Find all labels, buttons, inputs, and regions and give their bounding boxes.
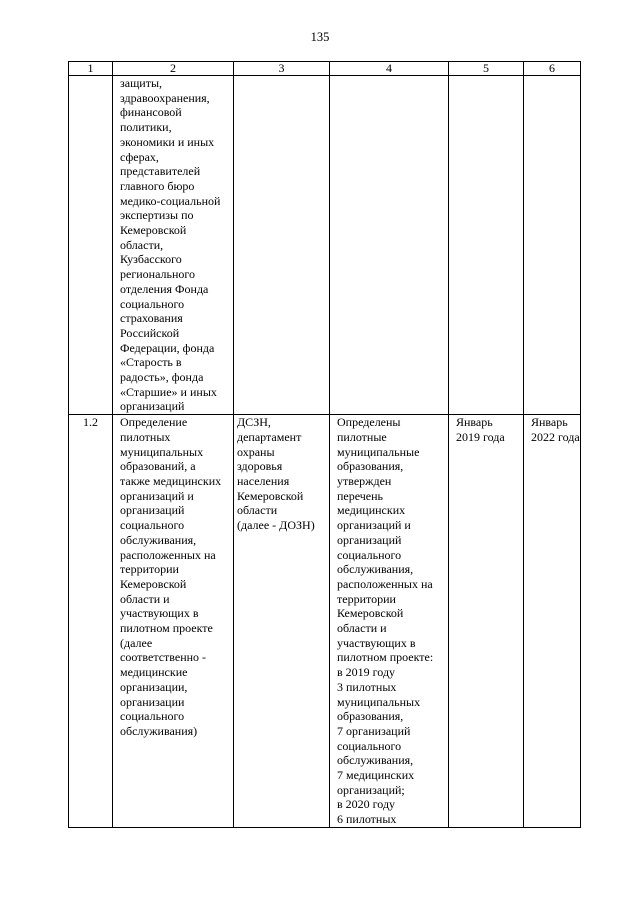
text-line: отделения Фонда (120, 281, 209, 296)
text-line: медико-социальной (120, 193, 221, 208)
item-start-date (456, 415, 520, 444)
text-line: (далее - ДОЗН) (237, 518, 315, 533)
item-result-cell (330, 415, 449, 828)
text-line: здравоохранения, (120, 90, 210, 105)
text-line: ДСЗН, (237, 415, 271, 430)
text-line: области и (337, 621, 387, 636)
cont-cell-start (449, 76, 524, 415)
text-line: Кемеровской (337, 606, 404, 621)
cont-participants-text (120, 76, 230, 414)
text-line: 7 организаций (337, 723, 411, 738)
header-row (69, 62, 581, 76)
text-line: организации (120, 694, 185, 709)
text-line: области (237, 503, 278, 518)
item-result-text (337, 415, 445, 827)
text-line: (далее (120, 635, 153, 650)
text-line: экспертизы по (120, 208, 194, 223)
text-line: главного бюро (120, 178, 195, 193)
text-line: организаций и (337, 518, 411, 533)
item-responsible-text (237, 415, 326, 533)
item-number: 1.2 (69, 415, 113, 828)
text-line: здоровья (237, 459, 283, 474)
text-line: «Старшие» и иных (120, 384, 217, 399)
item-activity-cell (113, 415, 234, 828)
item-row-1-2 (69, 415, 581, 828)
text-line: образований, а (120, 459, 196, 474)
text-line: Определены (337, 415, 401, 430)
text-line: обслуживания) (120, 723, 198, 738)
text-line: области, (120, 237, 164, 252)
text-line: организаций (120, 503, 185, 518)
cont-cell-number (69, 76, 113, 415)
header-col-6: 6 (524, 62, 581, 76)
text-line: организации, (120, 679, 188, 694)
text-line: муниципальных (120, 444, 204, 459)
text-line: муниципальные (337, 444, 420, 459)
text-line: расположенных на (337, 576, 433, 591)
text-line: защиты, (120, 76, 163, 90)
header-col-1: 1 (69, 62, 113, 76)
text-line: 6 пилотных (337, 812, 397, 827)
text-line: территории (120, 562, 179, 577)
text-line: населения (237, 473, 290, 488)
text-line: соответственно - (120, 650, 207, 665)
cont-cell-end (524, 76, 581, 415)
item-end-cell (524, 415, 581, 828)
text-line: пилотные (337, 429, 387, 444)
text-line: 3 пилотных (337, 679, 397, 694)
text-line: утвержден (337, 473, 392, 488)
text-line: социального (120, 709, 185, 724)
text-line: «Старость в (120, 355, 182, 370)
text-line: расположенных на (120, 547, 216, 562)
text-line: Кемеровской (120, 223, 187, 238)
text-line: сферах, (120, 149, 159, 164)
text-line: медицинских (337, 503, 406, 518)
text-line: перечень (337, 488, 384, 503)
text-line: Январь (531, 415, 568, 430)
item-responsible-cell (234, 415, 330, 828)
text-line: 2019 года (456, 429, 505, 444)
text-line: Кемеровской (237, 488, 304, 503)
text-line: регионального (120, 267, 196, 282)
page-number: 135 (310, 30, 330, 44)
text-line: охраны (237, 444, 275, 459)
text-line: обслуживания, (120, 532, 197, 547)
text-line: Федерации, фонда (120, 340, 215, 355)
text-line: социального (120, 296, 185, 311)
text-line: социального (120, 518, 185, 533)
text-line: 2022 года (531, 429, 580, 444)
text-line: организаций; (337, 782, 405, 797)
text-line: политики, (120, 120, 172, 135)
item-end-date (531, 415, 580, 444)
text-line: пилотном проекте: (337, 650, 434, 665)
header-col-3: 3 (234, 62, 330, 76)
text-line: организаций (337, 532, 402, 547)
item-start-cell (449, 415, 524, 828)
text-line: пилотном проекте (120, 621, 213, 636)
text-line: обслуживания, (337, 562, 414, 577)
text-line: департамент (237, 429, 302, 444)
text-line: экономики и иных (120, 134, 215, 149)
header-col-2: 2 (113, 62, 234, 76)
text-line: муниципальных (337, 694, 421, 709)
text-line: также медицинских (120, 473, 222, 488)
text-line: страхования (120, 311, 183, 326)
text-line: социального (337, 547, 402, 562)
text-line: социального (337, 738, 402, 753)
text-line: участвующих в (337, 635, 416, 650)
text-line: 7 медицинских (337, 768, 415, 783)
text-line: Российской (120, 325, 180, 340)
cont-cell-result (330, 76, 449, 415)
text-line: образования, (337, 709, 404, 724)
text-line: образования, (337, 459, 404, 474)
text-line: обслуживания, (337, 753, 414, 768)
text-line: Кемеровской (120, 576, 187, 591)
text-line: пилотных (120, 429, 171, 444)
cont-cell-participants (113, 76, 234, 415)
text-line: представителей (120, 164, 201, 179)
header-col-5: 5 (449, 62, 524, 76)
text-line: Определение (120, 415, 188, 430)
text-line: участвующих в (120, 606, 199, 621)
header-col-4: 4 (330, 62, 449, 76)
plan-table (68, 61, 581, 828)
text-line: финансовой (120, 105, 182, 120)
text-line: Январь (456, 415, 493, 430)
text-line: в 2020 году (337, 797, 396, 812)
item-activity-text (120, 415, 230, 738)
continuation-row (69, 76, 581, 415)
text-line: области и (120, 591, 170, 606)
text-line: радость», фонда (120, 370, 204, 385)
text-line: территории (337, 591, 396, 606)
text-line: организаций и (120, 488, 194, 503)
text-line: Кузбасского (120, 252, 182, 267)
text-line: в 2019 году (337, 665, 396, 680)
text-line: организаций (120, 399, 185, 414)
cont-cell-responsible (234, 76, 330, 415)
text-line: медицинские (120, 665, 188, 680)
